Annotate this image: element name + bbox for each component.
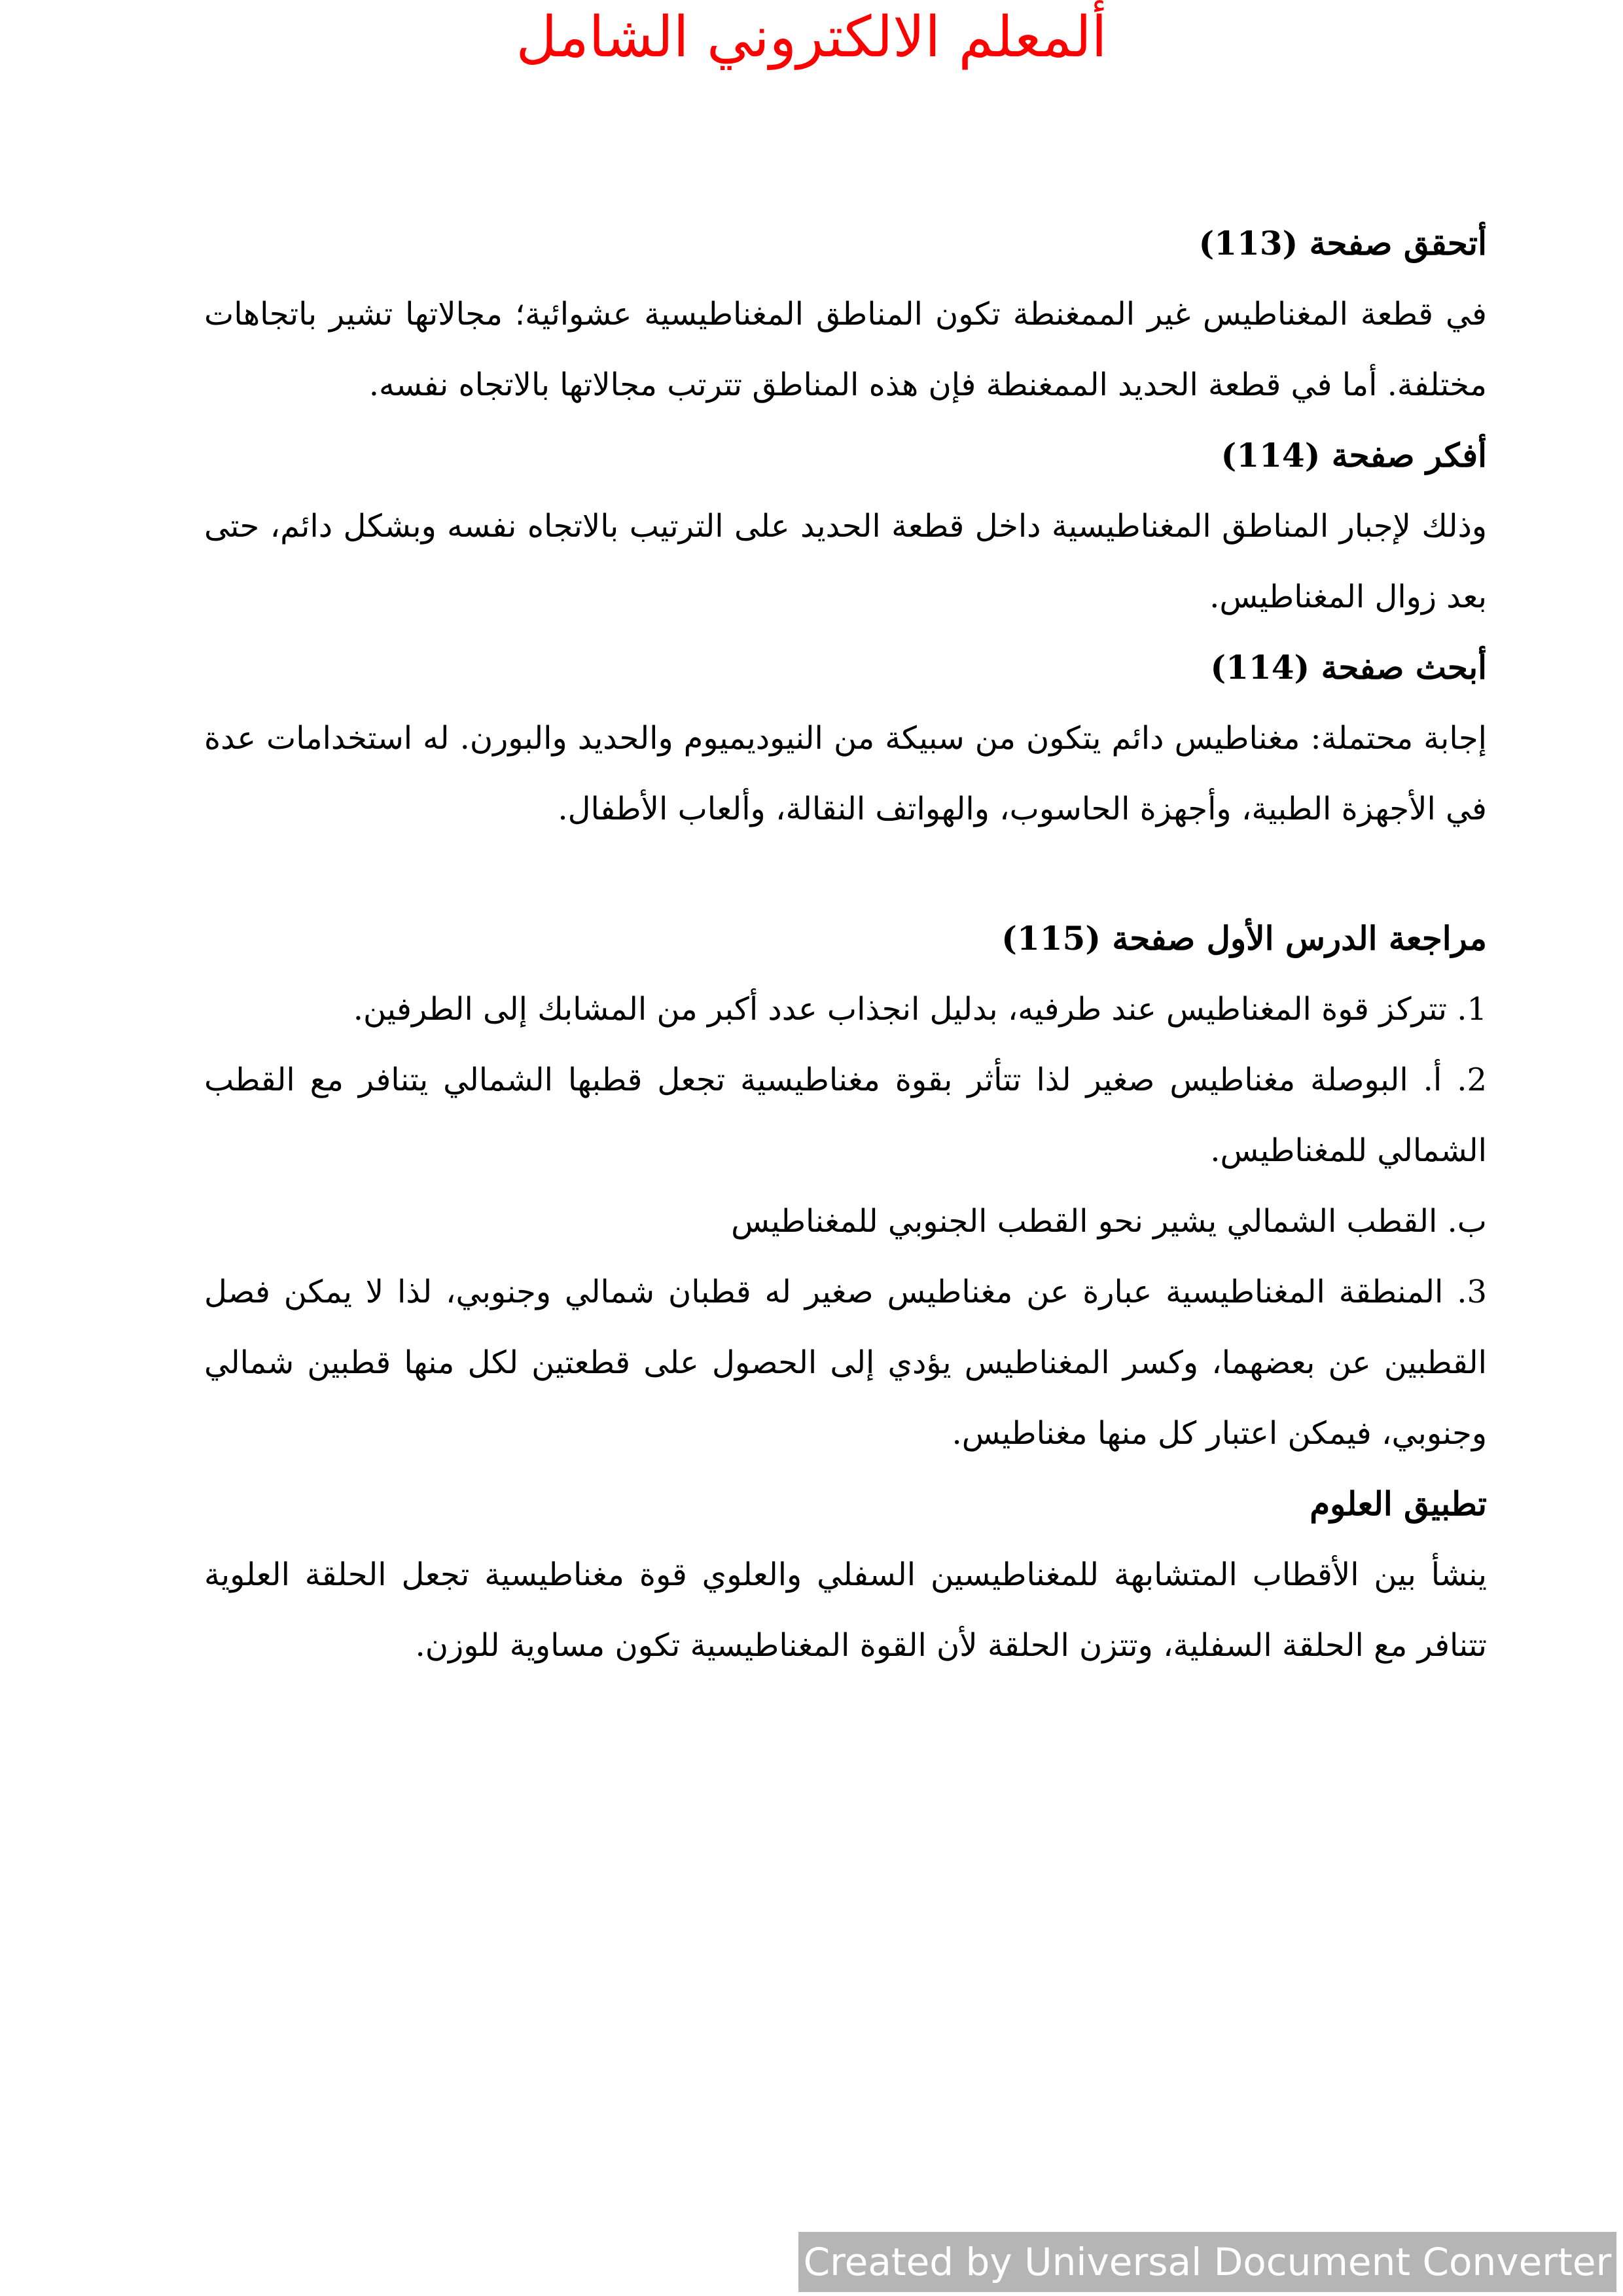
list-item-text: المنطقة المغناطيسية عبارة عن مغناطيس صغير له قطبان شمالي وجنوبي، لذا لا يمكن فصل القطبين عن بعضهما، وكسر المغناطيس يؤدي إلى الحصول على قطعتين لكل منها قطبين شمالي وجنوبي، فيمكن اعتبار كل منها مغناطيس.	[204, 1274, 1487, 1452]
page-title: ألمعلم الالكتروني الشامل	[516, 5, 1107, 70]
section-lesson-review-page-115	[204, 903, 1487, 1469]
converter-watermark	[798, 2232, 1616, 2292]
section-title: أتحقق صفحة (113)	[1198, 224, 1487, 262]
section-paragraph: في قطعة المغناطيس غير الممغنطة تكون المناطق المغناطيسية عشوائية؛ مجالاتها تشير باتجاهات مختلفة. أما في قطعة الحديد الممغنطة فإن هذه المناطق تترتب مجالاتها بالاتجاه نفسه.	[204, 296, 1487, 403]
section-check-page-113	[204, 208, 1487, 420]
list-item-1	[204, 974, 1487, 1045]
page-header	[0, 1, 1623, 73]
list-number: 2.	[1457, 1062, 1487, 1098]
section-title: تطبيق العلوم	[1310, 1484, 1487, 1523]
section-think-page-114	[204, 420, 1487, 632]
list-item-2	[204, 1045, 1487, 1186]
section-science-application	[204, 1469, 1487, 1681]
list-item-text: تتركز قوة المغناطيس عند طرفيه، بدليل انجذاب عدد أكبر من المشابك إلى الطرفين.	[353, 991, 1447, 1028]
section-paragraph: وذلك لإجبار المناطق المغناطيسية داخل قطعة الحديد على الترتيب بالاتجاه نفسه وبشكل دائم، حتى بعد زوال المغناطيس.	[204, 508, 1487, 615]
document-body	[204, 208, 1487, 1681]
section-spacer	[204, 844, 1487, 903]
list-item-3	[204, 1257, 1487, 1469]
list-item-text: أ. البوصلة مغناطيس صغير لذا تتأثر بقوة مغناطيسية تجعل قطبها الشمالي يتنافر مع القطب الشمالي للمغناطيس.	[204, 1062, 1487, 1169]
list-item-2b: ب. القطب الشمالي يشير نحو القطب الجنوبي للمغناطيس	[731, 1203, 1487, 1240]
section-title: أبحث صفحة (114)	[1210, 648, 1487, 687]
list-number: 3.	[1457, 1274, 1487, 1310]
section-paragraph: إجابة محتملة: مغناطيس دائم يتكون من سبيكة من النيوديميوم والحديد والبورن. له استخدامات عدة في الأجهزة الطبية، وأجهزة الحاسوب، والهواتف النقالة، وألعاب الأطفال.	[204, 720, 1488, 827]
watermark-text: Created by Universal Document Converter	[803, 2240, 1612, 2284]
section-research-page-114	[204, 632, 1487, 844]
section-title: أفكر صفحة (114)	[1221, 436, 1487, 475]
list-number: 1.	[1457, 991, 1487, 1028]
section-title: مراجعة الدرس الأول صفحة (115)	[1001, 919, 1487, 958]
section-paragraph: ينشأ بين الأقطاب المتشابهة للمغناطيسين السفلي والعلوي قوة مغناطيسية تجعل الحلقة العلوية تتنافر مع الحلقة السفلية، وتتزن الحلقة لأن القوة المغناطيسية تكون مساوية للوزن.	[204, 1556, 1488, 1664]
